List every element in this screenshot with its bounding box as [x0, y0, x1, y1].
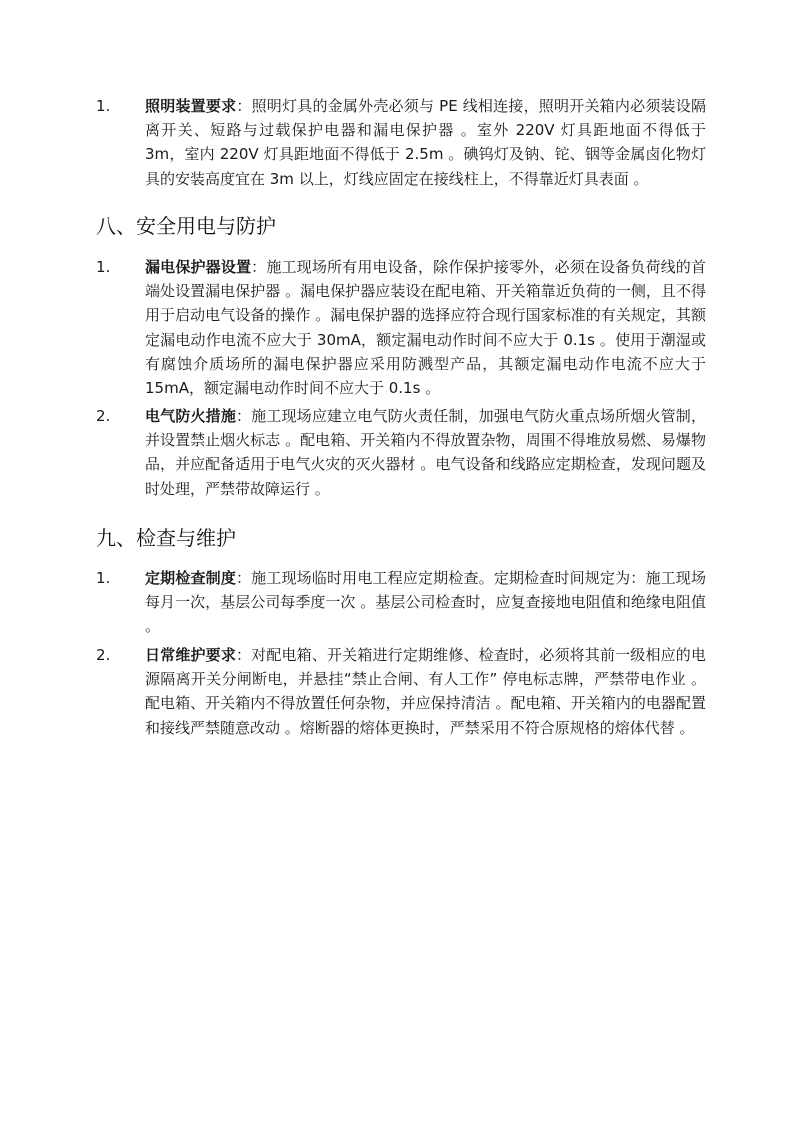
list-item-colon: ： — [236, 646, 252, 664]
list-item-colon: ： — [251, 258, 267, 276]
list-item-colon: ： — [236, 97, 252, 115]
list-item-text — [145, 255, 706, 400]
list-item-text — [145, 94, 706, 191]
list-item-lighting-requirements — [96, 94, 706, 191]
list-item-periodic-inspection — [96, 566, 706, 639]
list-item-text — [145, 566, 706, 639]
list-item-text — [145, 643, 706, 740]
list-item-lead: 照明装置要求 — [145, 97, 237, 115]
list-item-number: 2. — [96, 646, 111, 664]
list-item-body: 施工现场临时用电工程应定期检查。定期检查时间规定为：施工现场每月一次，基层公司每季度一次 。基层公司检查时，应复查接地电阻值和绝缘电阻值 。 — [145, 569, 706, 636]
list-item-lead: 漏电保护器设置 — [145, 258, 252, 276]
list-item-number: 2. — [96, 407, 111, 425]
list-item-lead: 电气防火措施 — [145, 407, 236, 425]
list-item-body: 对配电箱、开关箱进行定期维修、检查时，必须将其前一级相应的电源隔离开关分闸断电，并悬挂“禁止合闸、有人工作” 停电标志牌，严禁带电作业 。配电箱、开关箱内不得放置任何杂物，并应保持清洁 。配电箱、开关箱内的电器配置和接线严禁随意改动 。熔断器的熔体更换时，严禁采用不符合原规格的熔体代替 。 — [145, 646, 706, 737]
list-item-body: 照明灯具的金属外壳必须与 PE 线相连接，照明开关箱内必须装设隔离开关、短路与过载保护电器和漏电保护器 。室外 220V 灯具距地面不得低于 3m，室内 220V 灯具距地面不得低于 2.5m 。碘钨灯及钠、铊、铟等金属卤化物灯具的安装高度宜在 3m 以上，灯线应固定在接线柱上，不得靠近灯具表面 。 — [145, 97, 706, 188]
list-item-leakage-protector — [96, 255, 706, 400]
section-heading-inspection: 九、检查与维护 — [96, 526, 236, 550]
list-item-lead: 定期检查制度 — [145, 569, 236, 587]
list-item-body: 施工现场所有用电设备，除作保护接零外，必须在设备负荷线的首端处设置漏电保护器 。漏电保护器应装设在配电箱、开关箱靠近负荷的一侧，且不得用于启动电气设备的操作 。漏电保护器的选择应符合现行国家标准的有关规定，其额定漏电动作电流不应大于 30mA，额定漏电动作时间不应大于 0.1s 。使用于潮湿或有腐蚀介质场所的漏电保护器应采用防溅型产品，其额定漏电动作电流不应大于 15mA，额定漏电动作时间不应大于 0.1s 。 — [145, 258, 706, 398]
list-item-colon: ： — [236, 569, 252, 587]
section-heading-safety: 八、安全用电与防护 — [96, 214, 276, 238]
list-item-number: 1. — [96, 258, 111, 276]
list-item-number: 1. — [96, 569, 111, 587]
list-item-daily-maintenance — [96, 643, 706, 740]
list-item-number: 1. — [96, 97, 111, 115]
list-item-fire-prevention — [96, 404, 706, 501]
list-item-lead: 日常维护要求 — [145, 646, 236, 664]
list-item-colon: ： — [236, 407, 252, 425]
list-item-body: 施工现场应建立电气防火责任制，加强电气防火重点场所烟火管制，并设置禁止烟火标志 。配电箱、开关箱内不得放置杂物，周围不得堆放易燃、易爆物品，并应配备适用于电气火灾的灭火器材 。电气设备和线路应定期检查，发现问题及时处理，严禁带故障运行 。 — [145, 407, 706, 498]
list-item-text — [145, 404, 706, 501]
